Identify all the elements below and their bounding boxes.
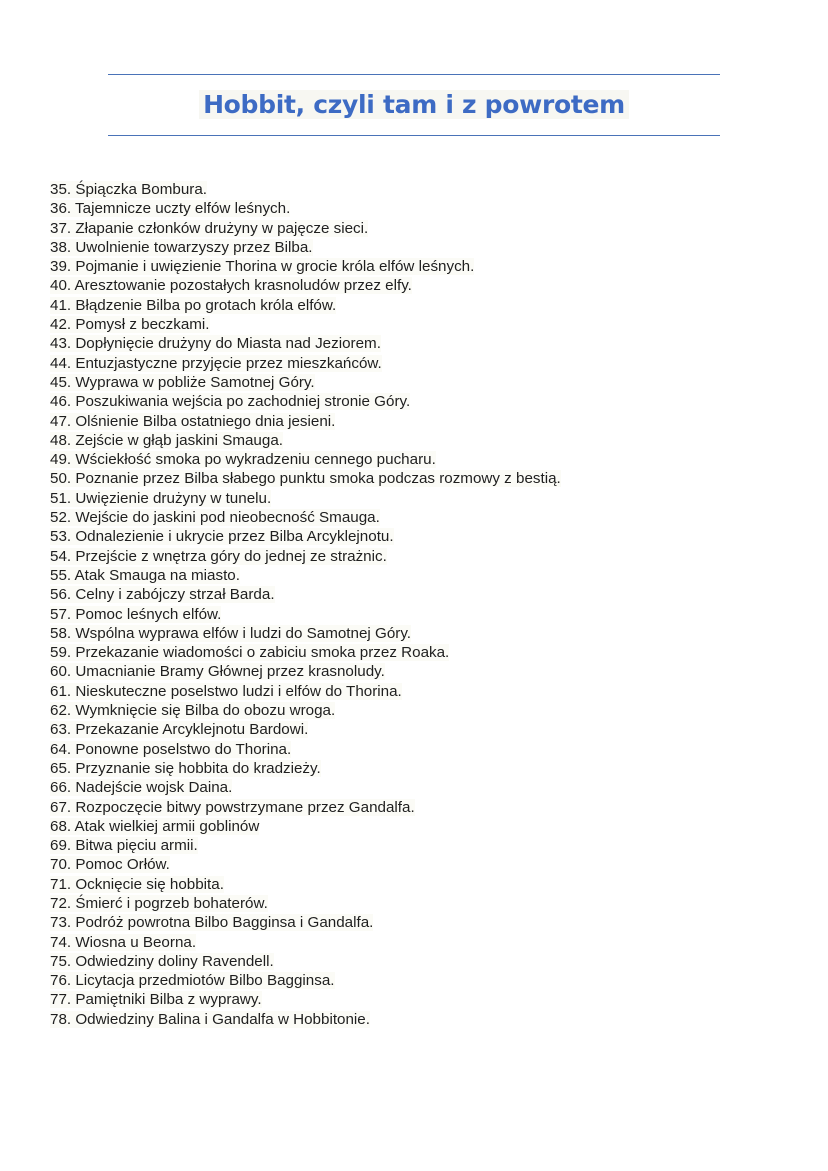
list-item-text: 75. Odwiedziny doliny Ravendell. — [50, 952, 274, 970]
list-item — [50, 373, 561, 392]
list-item-text: 44. Entuzjastyczne przyjęcie przez mieszkańców. — [50, 354, 382, 372]
list-item-text: 62. Wymknięcie się Bilba do obozu wroga. — [50, 702, 336, 720]
list-item — [50, 180, 561, 199]
list-item — [50, 238, 561, 257]
list-item-text: 40. Aresztowanie pozostałych krasnoludów przez elfy. — [50, 277, 412, 295]
list-item — [50, 662, 561, 681]
page-title-text: Hobbit, czyli tam i z powrotem — [199, 90, 629, 119]
list-item — [50, 412, 561, 431]
list-item-text: 36. Tajemnicze uczty elfów leśnych. — [50, 200, 291, 218]
list-item — [50, 971, 561, 990]
list-item — [50, 605, 561, 624]
plan-list — [50, 180, 561, 1029]
list-item-text: 46. Poszukiwania wejścia po zachodniej stronie Góry. — [50, 393, 411, 411]
list-item-text: 47. Olśnienie Bilba ostatniego dnia jesieni. — [50, 412, 336, 430]
list-item — [50, 296, 561, 315]
list-item-text: 38. Uwolnienie towarzyszy przez Bilba. — [50, 238, 313, 256]
list-item — [50, 855, 561, 874]
list-item — [50, 1010, 561, 1029]
list-item — [50, 585, 561, 604]
list-item — [50, 682, 561, 701]
list-item-text: 55. Atak Smauga na miasto. — [50, 566, 240, 584]
list-item-text: 39. Pojmanie i uwięzienie Thorina w grocie króla elfów leśnych. — [50, 258, 475, 276]
list-item — [50, 334, 561, 353]
list-item-text: 68. Atak wielkiej armii goblinów — [50, 817, 260, 835]
list-item-text: 49. Wściekłość smoka po wykradzeniu cennego pucharu. — [50, 451, 436, 469]
list-item — [50, 199, 561, 218]
list-item — [50, 759, 561, 778]
list-item-text: 43. Dopłynięcie drużyny do Miasta nad Jeziorem. — [50, 335, 381, 353]
list-item — [50, 527, 561, 546]
list-item — [50, 566, 561, 585]
list-item — [50, 817, 561, 836]
list-item-text: 57. Pomoc leśnych elfów. — [50, 605, 222, 623]
list-item-text: 76. Licytacja przedmiotów Bilbo Bagginsa. — [50, 972, 335, 990]
list-item-text: 35. Śpiączka Bombura. — [50, 181, 208, 198]
list-item — [50, 257, 561, 276]
list-item-text: 65. Przyznanie się hobbita do kradzieży. — [50, 759, 321, 777]
list-item — [50, 720, 561, 739]
bottom-rule — [108, 135, 720, 136]
list-item-text: 74. Wiosna u Beorna. — [50, 933, 197, 951]
list-item — [50, 276, 561, 295]
list-item — [50, 875, 561, 894]
list-item-text: 51. Uwięzienie drużyny w tunelu. — [50, 489, 272, 507]
list-item-text: 59. Przekazanie wiadomości o zabiciu smoka przez Roaka. — [50, 644, 450, 662]
list-item-text: 71. Ocknięcie się hobbita. — [50, 875, 224, 893]
list-item-text: 64. Ponowne poselstwo do Thorina. — [50, 740, 292, 758]
list-item — [50, 315, 561, 334]
list-item — [50, 624, 561, 643]
list-item — [50, 740, 561, 759]
list-item-text: 54. Przejście z wnętrza góry do jednej ze strażnic. — [50, 547, 387, 565]
list-item-text: 72. Śmierć i pogrzeb bohaterów. — [50, 894, 268, 912]
list-item — [50, 547, 561, 566]
list-item — [50, 219, 561, 238]
list-item-text: 45. Wyprawa w pobliże Samotnej Góry. — [50, 373, 315, 391]
list-item — [50, 933, 561, 952]
list-item-text: 37. Złapanie członków drużyny w pajęcze sieci. — [50, 219, 369, 237]
list-item — [50, 952, 561, 971]
list-item — [50, 469, 561, 488]
list-item — [50, 798, 561, 817]
page-title — [108, 90, 720, 120]
list-item-text: 69. Bitwa pięciu armii. — [50, 837, 198, 855]
list-item — [50, 489, 561, 508]
list-item-text: 61. Nieskuteczne poselstwo ludzi i elfów do Thorina. — [50, 682, 402, 700]
list-item-text: 48. Zejście w głąb jaskini Smauga. — [50, 431, 283, 449]
list-item — [50, 836, 561, 855]
list-item-text: 67. Rozpoczęcie bitwy powstrzymane przez Gandalfa. — [50, 798, 415, 816]
document-header — [108, 74, 720, 136]
list-item — [50, 431, 561, 450]
list-item-text: 52. Wejście do jaskini pod nieobecność Smauga. — [50, 509, 380, 527]
list-item-text: 41. Błądzenie Bilba po grotach króla elfów. — [50, 296, 337, 314]
list-item — [50, 450, 561, 469]
list-item — [50, 894, 561, 913]
list-item-text: 60. Umacnianie Bramy Głównej przez krasnoludy. — [50, 663, 385, 681]
list-item-text: 66. Nadejście wojsk Daina. — [50, 779, 233, 797]
list-item — [50, 990, 561, 1009]
list-item-text: 63. Przekazanie Arcyklejnotu Bardowi. — [50, 721, 309, 739]
list-item — [50, 392, 561, 411]
list-item-text: 50. Poznanie przez Bilba słabego punktu smoka podczas rozmowy z bestią. — [50, 470, 561, 488]
list-item-text: 73. Podróż powrotna Bilbo Bagginsa i Gandalfa. — [50, 914, 374, 932]
list-item-text: 77. Pamiętniki Bilba z wyprawy. — [50, 991, 262, 1009]
list-item — [50, 643, 561, 662]
list-item-text: 78. Odwiedziny Balina i Gandalfa w Hobbitonie. — [50, 1010, 370, 1028]
top-rule — [108, 74, 720, 75]
list-item — [50, 778, 561, 797]
list-item-text: 42. Pomysł z beczkami. — [50, 316, 210, 334]
list-item — [50, 913, 561, 932]
list-item-text: 53. Odnalezienie i ukrycie przez Bilba Arcyklejnotu. — [50, 528, 394, 546]
list-item — [50, 354, 561, 373]
list-item-text: 58. Wspólna wyprawa elfów i ludzi do Samotnej Góry. — [50, 624, 412, 642]
list-item — [50, 701, 561, 720]
list-item-text: 56. Celny i zabójczy strzał Barda. — [50, 586, 275, 604]
list-item — [50, 508, 561, 527]
list-item-text: 70. Pomoc Orłów. — [50, 856, 170, 874]
